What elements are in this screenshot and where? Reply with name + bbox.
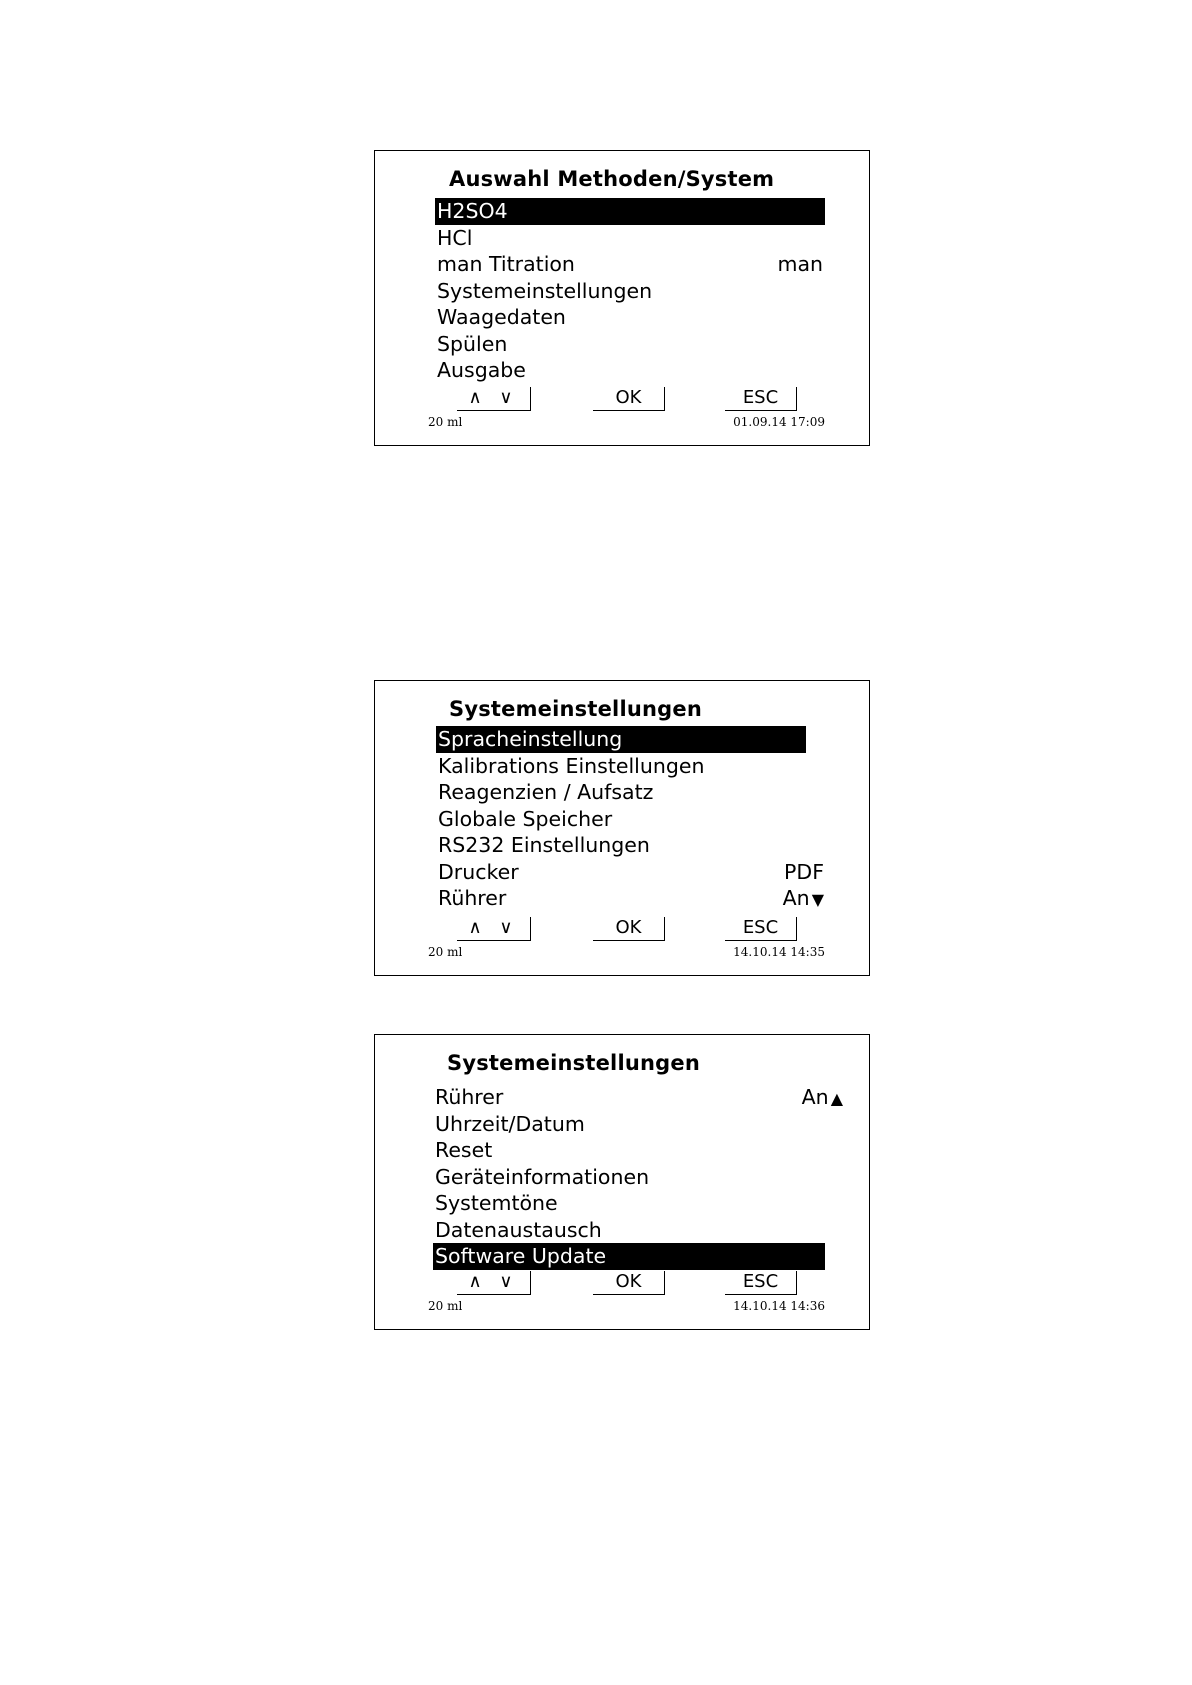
- menu-item-label: Kalibrations Einstellungen: [438, 753, 705, 778]
- menu-item-software-update[interactable]: [433, 1243, 825, 1270]
- screen-title: Auswahl Methoden/System: [449, 167, 775, 191]
- menu-item-value-wrap: [783, 885, 824, 914]
- up-down-button[interactable]: ∧ ∨: [457, 1271, 531, 1295]
- menu-item-value: An: [801, 1085, 829, 1109]
- menu-item-label: Ausgabe: [437, 358, 526, 382]
- menu-item-value: An: [782, 886, 810, 910]
- esc-button[interactable]: ESC: [725, 387, 797, 411]
- datetime-status: 14.10.14 14:35: [733, 945, 825, 959]
- menu-item-label: man Titration: [437, 252, 575, 276]
- screen-system-settings-1: [374, 680, 870, 976]
- menu-item-value: man: [777, 252, 823, 276]
- volume-status: 20 ml: [428, 415, 463, 429]
- menu-item-drucker[interactable]: [436, 859, 824, 886]
- menu-item-uhrzeit-datum[interactable]: [433, 1111, 825, 1138]
- up-down-button[interactable]: ∧ ∨: [457, 917, 531, 941]
- menu-item-label: Spracheinstellung: [438, 727, 623, 751]
- volume-status: 20 ml: [428, 1299, 463, 1313]
- menu-item-label: Uhrzeit/Datum: [435, 1111, 585, 1136]
- menu-item-label: H2SO4: [437, 199, 508, 223]
- menu-item-ruehrer[interactable]: [433, 1084, 843, 1111]
- menu-item-rs232-einstellungen[interactable]: [436, 832, 806, 859]
- menu-item-label: RS232 Einstellungen: [438, 833, 650, 857]
- menu-item-label: Software Update: [435, 1244, 607, 1268]
- menu-list: [435, 198, 825, 384]
- ok-button[interactable]: OK: [593, 387, 665, 411]
- menu-item-datenaustausch[interactable]: [433, 1217, 825, 1244]
- menu-item-spuelen[interactable]: [435, 331, 825, 358]
- menu-item-man-titration[interactable]: [435, 251, 825, 278]
- menu-item-label: Rührer: [435, 1085, 504, 1109]
- up-down-button[interactable]: ∧ ∨: [457, 387, 531, 411]
- screen-title: Systemeinstellungen: [447, 1051, 700, 1075]
- ok-button[interactable]: OK: [593, 1271, 665, 1295]
- menu-item-label: Reset: [435, 1138, 493, 1162]
- screen-title: Systemeinstellungen: [449, 697, 702, 721]
- menu-item-spracheinstellung[interactable]: [436, 726, 806, 753]
- menu-list: [436, 726, 824, 912]
- screen-system-settings-2: [374, 1034, 870, 1330]
- menu-item-label: Systemtöne: [435, 1191, 558, 1215]
- menu-item-kalibrations-einstellungen[interactable]: [436, 753, 806, 780]
- menu-item-systemtoene[interactable]: [433, 1190, 825, 1217]
- menu-item-h2so4[interactable]: [435, 198, 825, 225]
- menu-item-ruehrer[interactable]: [436, 885, 824, 912]
- ok-button[interactable]: OK: [593, 917, 665, 941]
- menu-item-value: PDF: [784, 859, 824, 884]
- menu-item-label: Spülen: [437, 331, 508, 356]
- screen-method-selection: [374, 150, 870, 446]
- datetime-status: 14.10.14 14:36: [733, 1299, 825, 1313]
- menu-item-label: Rührer: [438, 886, 507, 910]
- menu-item-value-wrap: [802, 1084, 843, 1113]
- menu-item-reagenzien-aufsatz[interactable]: [436, 779, 806, 806]
- menu-item-label: Geräteinformationen: [435, 1164, 650, 1189]
- scroll-down-icon: ▼: [811, 890, 824, 909]
- menu-item-geraeteinformationen[interactable]: [433, 1164, 825, 1191]
- menu-item-label: Datenaustausch: [435, 1217, 602, 1242]
- menu-list: [433, 1084, 843, 1270]
- menu-item-globale-speicher[interactable]: [436, 806, 806, 833]
- menu-item-label: Waagedaten: [437, 305, 566, 329]
- menu-item-label: Globale Speicher: [438, 806, 613, 831]
- menu-item-label: Reagenzien / Aufsatz: [438, 780, 654, 804]
- scroll-up-icon: ▲: [830, 1089, 843, 1108]
- volume-status: 20 ml: [428, 945, 463, 959]
- menu-item-systemeinstellungen[interactable]: [435, 278, 825, 305]
- esc-button[interactable]: ESC: [725, 917, 797, 941]
- menu-item-reset[interactable]: [433, 1137, 825, 1164]
- menu-item-label: HCl: [437, 225, 473, 250]
- menu-item-hcl[interactable]: [435, 225, 825, 252]
- menu-item-waagedaten[interactable]: [435, 304, 825, 331]
- menu-item-label: Systemeinstellungen: [437, 278, 653, 303]
- esc-button[interactable]: ESC: [725, 1271, 797, 1295]
- menu-item-ausgabe[interactable]: [435, 357, 825, 384]
- menu-item-label: Drucker: [438, 859, 519, 884]
- datetime-status: 01.09.14 17:09: [733, 415, 825, 429]
